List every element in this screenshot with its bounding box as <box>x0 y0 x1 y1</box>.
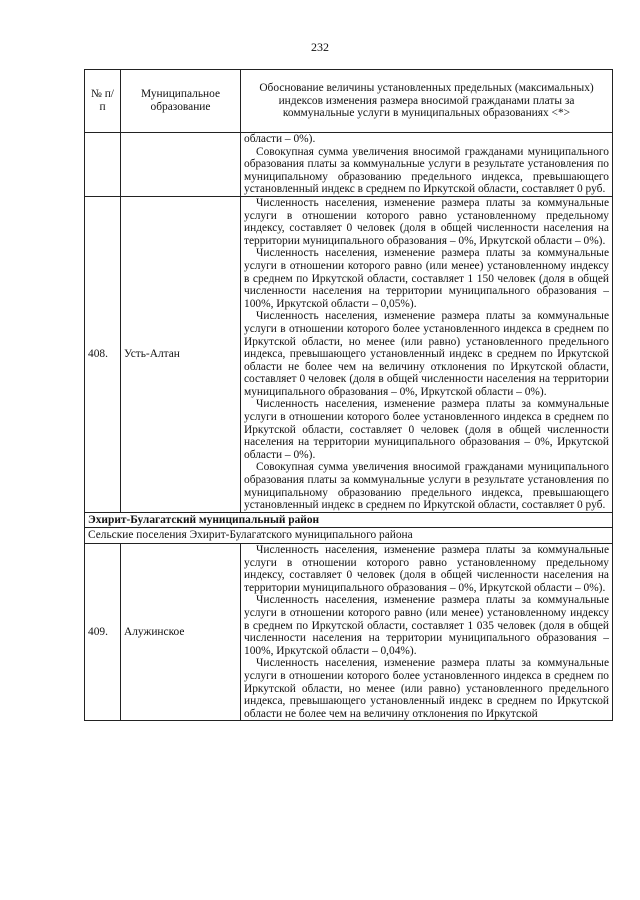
table-row-409 <box>85 544 613 721</box>
cell-basis <box>241 544 613 721</box>
cell-num-empty <box>85 133 121 197</box>
paragraph: Численность населения, изменение размера платы за коммунальные услуги в отношении которого равно установленному предельному индексу, составляет 0 человек (доля в общей численности населения на территории муниципального образования – 0%, Иркутской области – 0%). <box>244 196 609 247</box>
indices-table <box>84 69 613 721</box>
paragraph: Совокупная сумма увеличения вносимой гражданами муниципального образования платы за коммунальные услуги в результате установления по муниципальному образованию предельного индекса, превышающего установленный индекс в среднем по Иркутской области, составляет 0 руб. <box>244 145 609 196</box>
paragraph: Численность населения, изменение размера платы за коммунальные услуги в отношении которого более установленного индекса в среднем по Иркутской области, составляет 0 человек (доля в общей численности населения на территории муниципального образования – 0%, Иркутской области – 0%). <box>244 398 609 461</box>
paragraph: Численность населения, изменение размера платы за коммунальные услуги в отношении которого равно (или менее) установленному индексу в среднем по Иркутской области, составляет 1 150 человек (доля в общей численности населения на территории муниципального образования – 100%, Иркутской области – 0,05%). <box>244 247 609 310</box>
paragraph: Численность населения, изменение размера платы за коммунальные услуги в отношении которого более установленного индекса в среднем по Иркутской области, но менее (или равно) установленного предельного индекса, превышающего установленный индекс в среднем по Иркутской области не более чем на величину отклонения по Иркутской <box>244 657 609 720</box>
cell-basis <box>241 196 613 512</box>
header-num: № п/п <box>85 70 121 133</box>
header-basis: Обоснование величины установленных предельных (максимальных) индексов изменения размера вносимой гражданами платы за коммунальные услуги в муниципальных образованиях <*> <box>241 70 613 133</box>
page-number: 232 <box>311 40 329 54</box>
paragraph: Численность населения, изменение размера платы за коммунальные услуги в отношении которого равно (или менее) установленному индексу в среднем по Иркутской области, составляет 1 035 человек (доля в общей численности населения на территории муниципального образования – 100%, Иркутской области – 0,04%). <box>244 594 609 657</box>
cell-basis-continuation <box>241 133 613 197</box>
cell-municipality: Алужинское <box>121 544 241 721</box>
table-row-408 <box>85 196 613 512</box>
table-row-continuation <box>85 133 613 197</box>
cell-num: 409. <box>85 544 121 721</box>
paragraph: Совокупная сумма увеличения вносимой гражданами муниципального образования платы за коммунальные услуги в результате установления по муниципальному образованию предельного индекса, превышающего установленный индекс в среднем по Иркутской области, составляет 0 руб. <box>244 461 609 512</box>
paragraph: Численность населения, изменение размера платы за коммунальные услуги в отношении которого более установленного индекса в среднем по Иркутской области, но менее (или равно) установленного предельного индекса, превышающего установленный индекс в среднем по Иркутской области не более чем на величину отклонения по Иркутской области, составляет 0 человек (доля в общей численности населения на территории муниципального образования – 0%, Иркутской области – 0%). <box>244 310 609 398</box>
section-row <box>85 512 613 528</box>
cell-num: 408. <box>85 196 121 512</box>
paragraph: области – 0%). <box>244 133 316 145</box>
cell-municipality: Усть-Алтан <box>121 196 241 512</box>
section-title: Эхирит-Булагатский муниципальный район <box>85 512 613 528</box>
subsection-title: Сельские поселения Эхирит-Булагатского муниципального района <box>85 528 613 544</box>
table-header-row <box>85 70 613 133</box>
header-municipality: Муниципальное образование <box>121 70 241 133</box>
paragraph: Численность населения, изменение размера платы за коммунальные услуги в отношении которого равно установленному предельному индексу, составляет 0 человек (доля в общей численности населения на территории муниципального образования – 0%, Иркутской области – 0%). <box>244 544 609 594</box>
cell-name-empty <box>121 133 241 197</box>
subsection-row <box>85 528 613 544</box>
